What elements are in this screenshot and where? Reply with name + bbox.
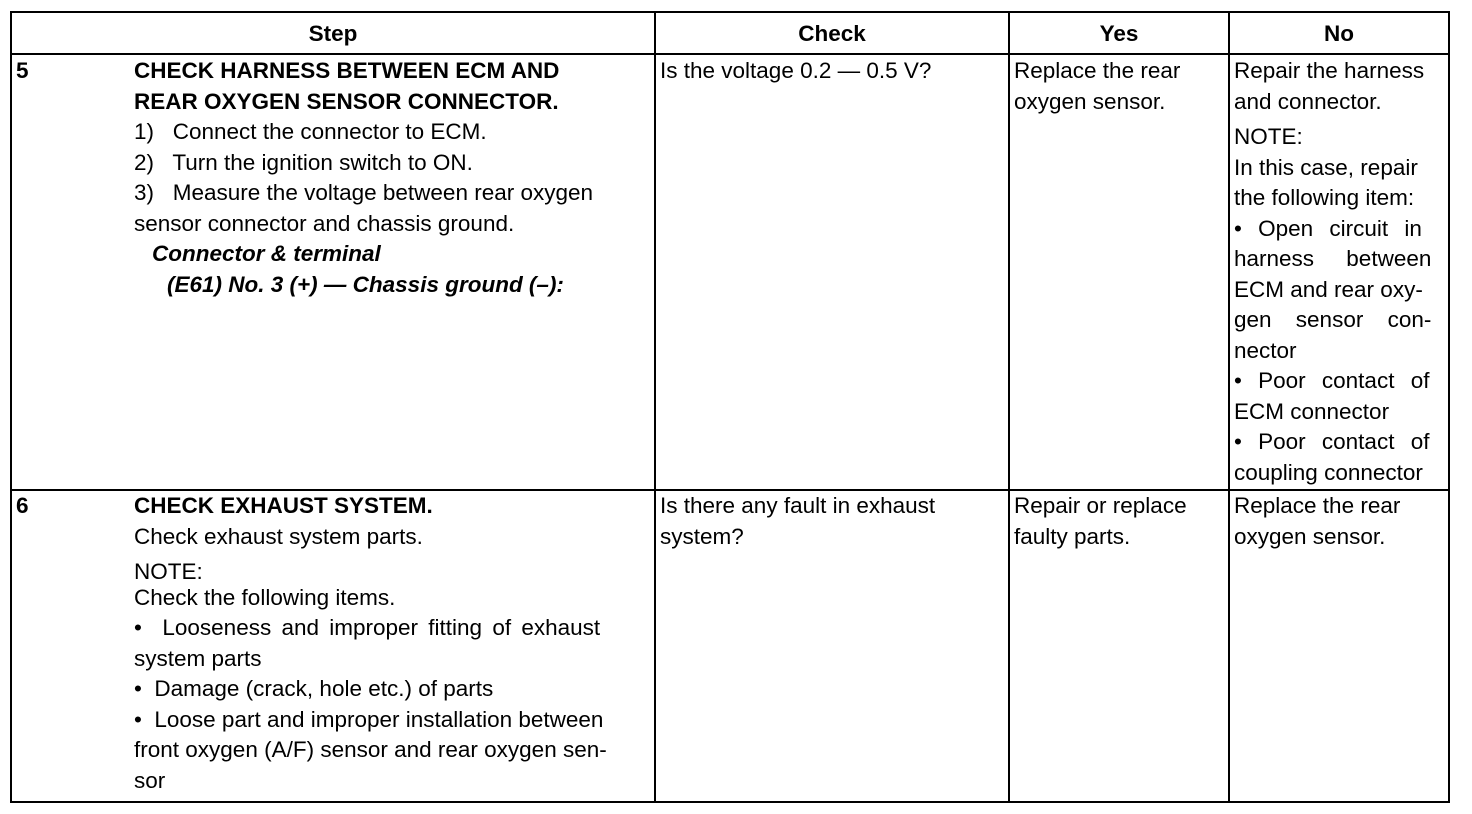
no-line: coupling connector (1234, 459, 1423, 485)
note-line: Check the following items. (134, 584, 396, 610)
diagnostic-table (10, 11, 1450, 803)
header-check: Check (798, 21, 866, 46)
no-line: nector (1234, 337, 1297, 363)
check-line: Is the voltage 0.2 — 0.5 V? (660, 58, 932, 83)
yes-line: Replace the rear (1014, 58, 1181, 83)
step-title: CHECK HARNESS BETWEEN ECM AND (134, 58, 560, 83)
note-line: sor (134, 767, 166, 793)
step-description (134, 491, 650, 796)
no-line: and connector. (1234, 88, 1382, 114)
no-line: oxygen sensor. (1234, 523, 1386, 549)
step-instruction: 1) Connect the connector to ECM. (134, 119, 487, 144)
step-title: REAR OXYGEN SENSOR CONNECTOR. (134, 88, 559, 114)
no-line: Replace the rear (1234, 493, 1401, 518)
check-text (660, 491, 935, 552)
no-line: ECM connector (1234, 398, 1390, 424)
note-label: NOTE: (134, 559, 203, 584)
no-line: Repair the harness (1234, 58, 1425, 83)
note-label: NOTE: (1234, 124, 1303, 149)
no-line: ECM and rear oxy- (1234, 276, 1423, 302)
no-line: In this case, repair (1234, 154, 1418, 180)
yes-text (1014, 56, 1180, 117)
no-line: harness between (1234, 246, 1432, 271)
header-step: Step (308, 21, 358, 46)
step-instruction: sensor connector and chassis ground. (134, 210, 515, 236)
yes-line: Repair or replace (1014, 493, 1187, 518)
note-line: • Damage (crack, hole etc.) of parts (134, 676, 494, 701)
yes-text (1014, 491, 1187, 552)
note-line: front oxygen (A/F) sensor and rear oxygen sen- (134, 737, 607, 762)
header-no: No (1324, 21, 1354, 46)
check-line: system? (660, 523, 744, 549)
step-intro: Check exhaust system parts. (134, 523, 423, 549)
yes-line: oxygen sensor. (1014, 88, 1166, 114)
note-line: • Looseness and improper fitting of exhaust (134, 615, 601, 640)
no-text (1234, 491, 1400, 552)
column-divider (654, 13, 656, 801)
step-title: CHECK EXHAUST SYSTEM. (134, 493, 433, 518)
no-line: the following item: (1234, 185, 1415, 210)
step-number: 6 (16, 493, 29, 518)
no-line: • Poor contact of (1234, 368, 1430, 393)
no-line: • Open circuit in (1234, 215, 1422, 241)
column-divider (1008, 13, 1010, 801)
step-instruction: 3) Measure the voltage between rear oxygen (134, 180, 594, 205)
step-number: 5 (16, 58, 29, 83)
no-text (1234, 56, 1443, 488)
check-line: Is there any fault in exhaust (660, 493, 936, 518)
no-line: • Poor contact of (1234, 429, 1430, 454)
check-text (660, 56, 931, 87)
terminal-label: Connector & terminal (152, 241, 381, 266)
header-yes: Yes (1099, 21, 1139, 46)
step-instruction: 2) Turn the ignition switch to ON. (134, 149, 473, 175)
yes-line: faulty parts. (1014, 523, 1131, 549)
no-line: gen sensor con- (1234, 307, 1432, 332)
column-divider (1228, 13, 1230, 801)
row-divider (12, 53, 1448, 55)
step-description (134, 56, 650, 300)
note-line: • Loose part and improper installation between (134, 706, 604, 732)
terminal-value: (E61) No. 3 (+) — Chassis ground (–): (167, 271, 564, 297)
note-line: system parts (134, 645, 262, 671)
